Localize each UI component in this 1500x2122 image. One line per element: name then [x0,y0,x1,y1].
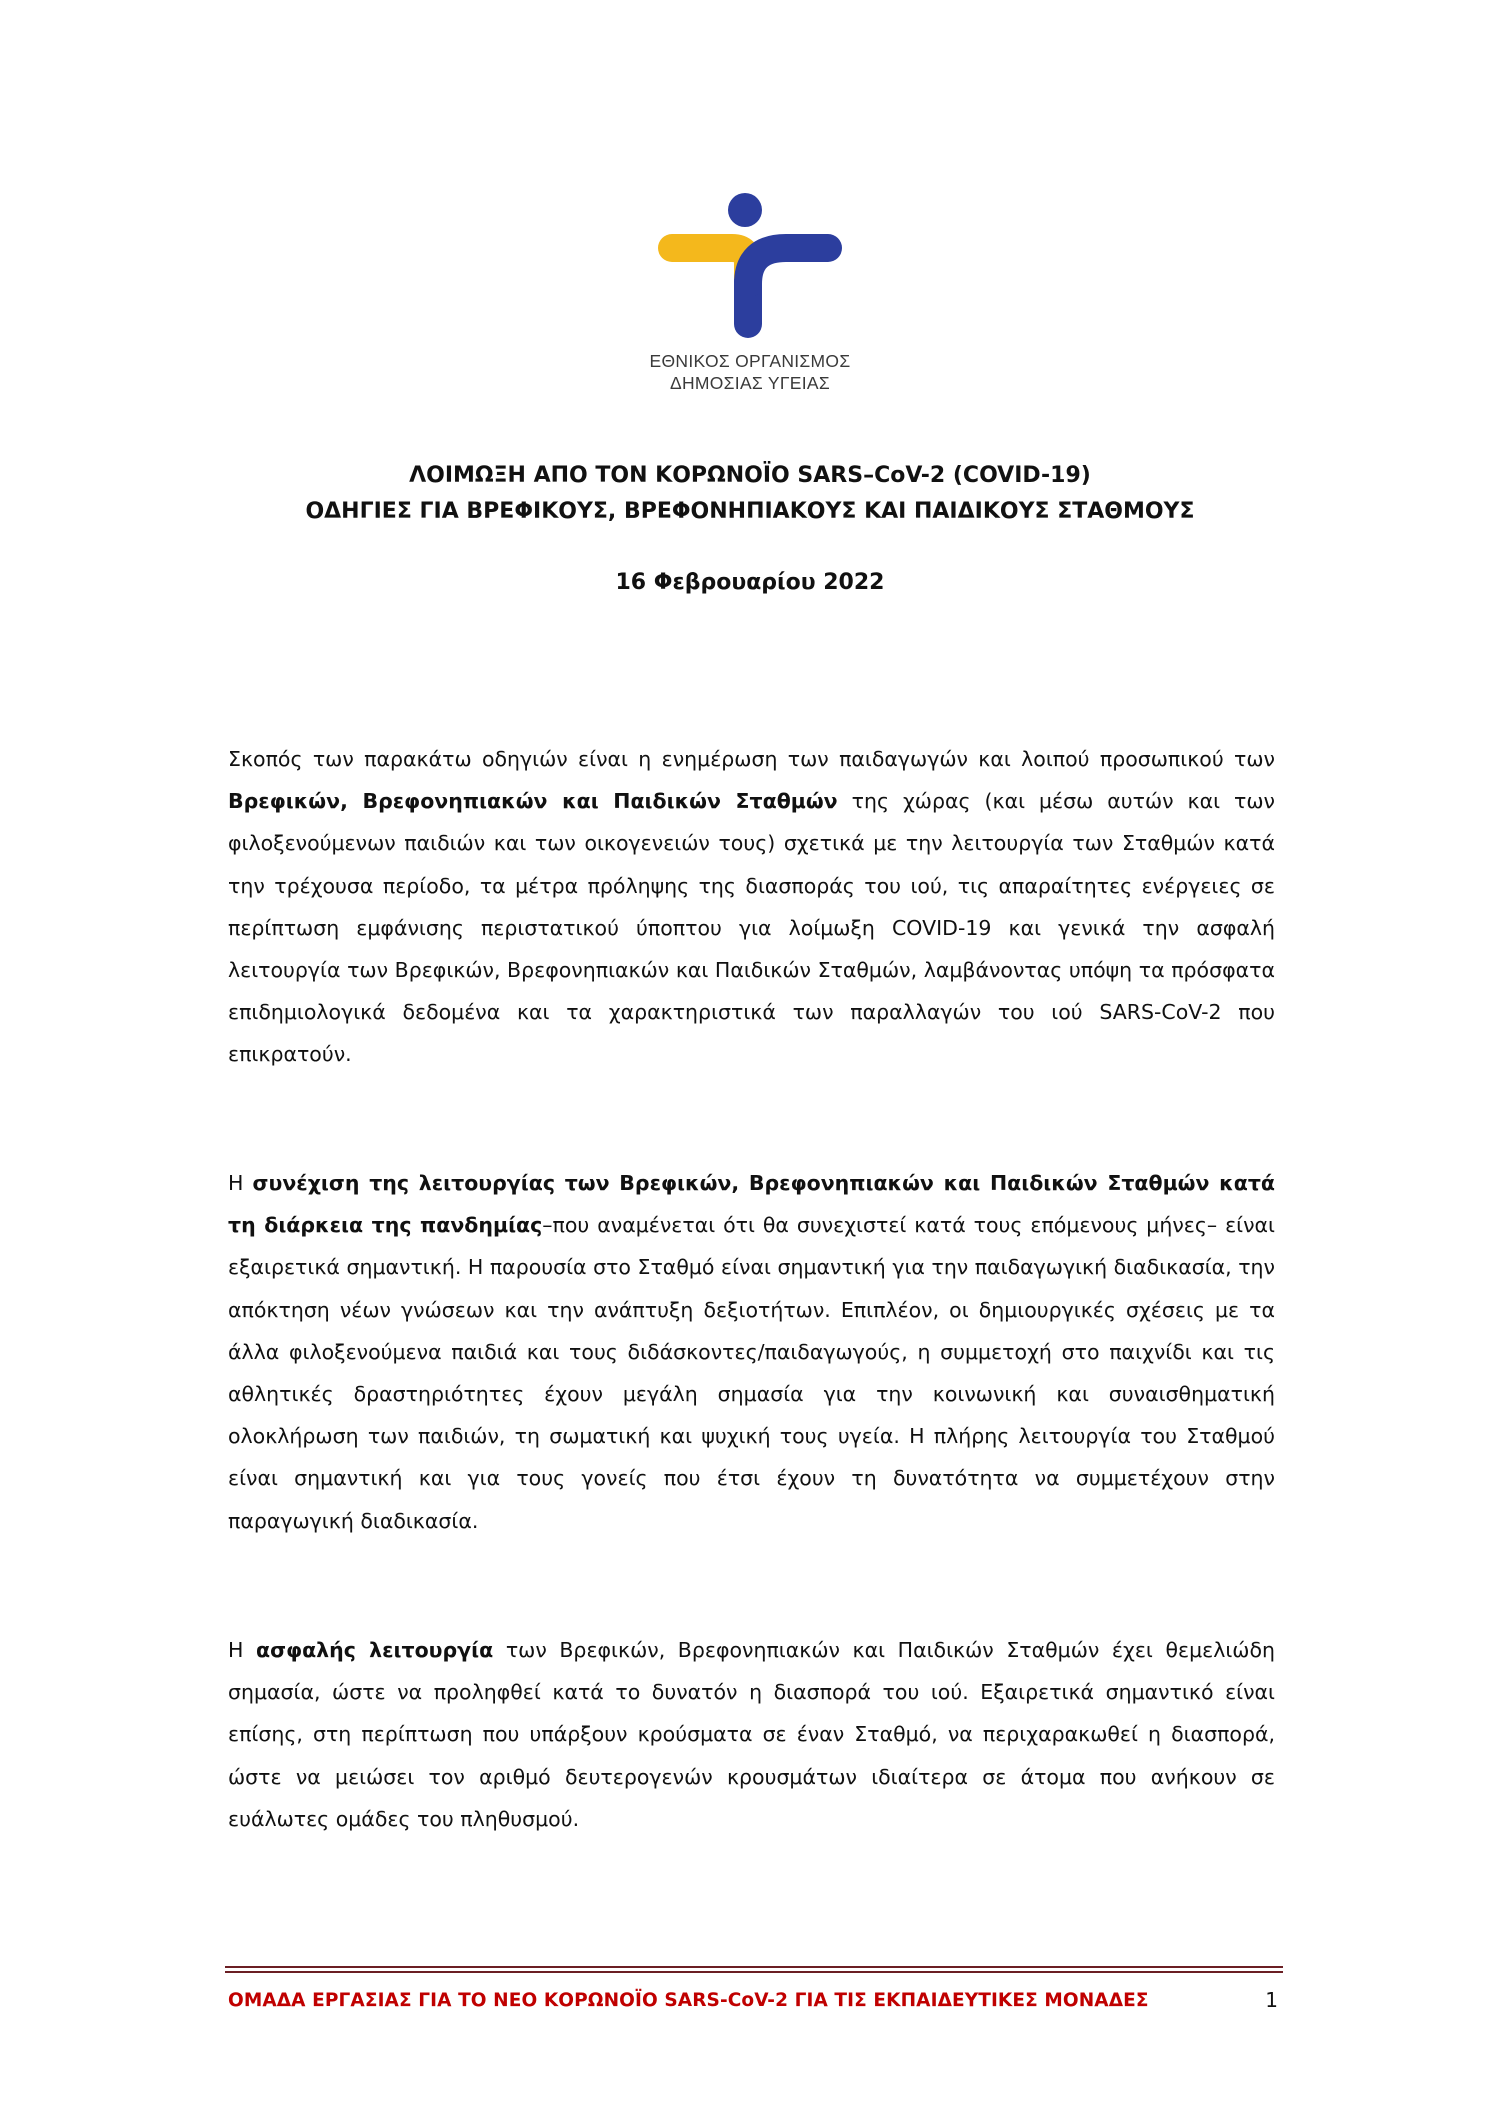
paragraph-bold-text: συνέχιση της λειτουργίας των Βρεφικών, Βρεφονηπιακών και Παιδικών Σταθμών κατά τη διάρκεια της πανδημίας [228,1171,1275,1238]
paragraph-purpose [228,738,1275,1076]
paragraph-text: των Βρεφικών, Βρεφονηπιακών και Παιδικών Σταθμών έχει θεμελιώδη σημασία, ώστε να προληφθεί κατά το δυνατόν η διασπορά του ιού. Εξαιρετικά σημαντικό είναι επίσης, στη περίπτωση που υπάρξουν κρούσματα σε έναν Σταθμό, να περιχαρακωθεί η διασπορά, ώστε να μειώσει τον αριθμό δευτερογενών κρουσμάτων ιδιαίτερα σε άτομα που ανήκουν σε ευάλωτες ομάδες του πληθυσμού. [228,1638,1275,1831]
page-number: 1 [1265,1988,1278,2012]
eody-logo-icon [650,190,850,345]
paragraph-safe-operation [228,1629,1275,1840]
org-name-line1: ΕΘΝΙΚΟΣ ΟΡΓΑΝΙΣΜΟΣ [649,351,851,371]
org-name [600,350,900,394]
paragraph-text: –που αναμένεται ότι θα συνεχιστεί κατά τους επόμενους μήνες– είναι εξαιρετικά σημαντική. Η παρουσία στο Σταθμό είναι σημαντική για την παιδαγωγική διαδικασία, την απόκτηση νέων γνώσεων και την ανάπτυξη δεξιοτήτων. Επιπλέον, οι δημιουργικές σχέσεις με τα άλλα φιλοξενούμενα παιδιά και τους διδάσκοντες/παιδαγωγούς, η συμμετοχή στο παιχνίδι και τις αθλητικές δραστηριότητες έχουν μεγάλη σημασία για την κοινωνική και συναισθηματική ολοκλήρωση των παιδιών, τη σωματική και ψυχική τους υγεία. Η πλήρης λειτουργία του Σταθμού είναι σημαντική και για τους γονείς που έτσι έχουν τη δυνατότητα να συμμετέχουν στην παραγωγική διαδικασία. [228,1213,1275,1533]
footer-rule-bottom [225,1971,1283,1973]
paragraph-text: Η [228,1638,257,1662]
paragraph-bold-text: ασφαλής λειτουργία [256,1638,494,1662]
document-date: 16 Φεβρουαρίου 2022 [615,570,885,595]
paragraph-bold-text: Βρεφικών, Βρεφονηπιακών και Παιδικών Σταθμών [228,789,838,814]
footer-text: ΟΜΑΔΑ ΕΡΓΑΣΙΑΣ ΓΙΑ ΤΟ ΝΕΟ ΚΟΡΩΝΟΪΟ SARS-CoV-2 ΓΙΑ ΤΙΣ ΕΚΠΑΙΔΕΥΤΙΚΕΣ ΜΟΝΑΔΕΣ [228,1990,1149,2011]
document-title-line2: ΟΔΗΓΙΕΣ ΓΙΑ ΒΡΕΦΙΚΟΥΣ, ΒΡΕΦΟΝΗΠΙΑΚΟΥΣ ΚΑΙ ΠΑΙΔΙΚΟΥΣ ΣΤΑΘΜΟΥΣ [305,499,1195,524]
paragraph-text: Η [228,1171,253,1195]
footer-rule-top [225,1966,1283,1968]
paragraph-text: Σκοπός των παρακάτω οδηγιών είναι η ενημέρωση των παιδαγωγών και λοιπού προσωπικού των [228,747,1275,771]
org-name-line2: ΔΗΜΟΣΙΑΣ ΥΓΕΙΑΣ [669,373,831,393]
document-title-line1: ΛΟΙΜΩΞΗ ΑΠΟ ΤΟΝ ΚΟΡΩΝΟΪΟ SARS–CoV-2 (COVID-19) [409,463,1091,488]
paragraph-text: της χώρας (και μέσω αυτών και των φιλοξενούμενων παιδιών και των οικογενειών τους) σχετικά με την λειτουργία των Σταθμών κατά την τρέχουσα περίοδο, τα μέτρα πρόληψης της διασποράς του ιού, τις απαραίτητες ενέργειες σε περίπτωση εμφάνισης περιστατικού ύποπτου για λοίμωξη COVID-19 και γενικά την ασφαλή λειτουργία των Βρεφικών, Βρεφονηπιακών και Παιδικών Σταθμών, λαμβάνοντας υπόψη τα πρόσφατα επιδημιολογικά δεδομένα και τα χαρακτηριστικά των παραλλαγών του ιού SARS-CoV-2 που επικρατούν. [228,789,1276,1067]
paragraph-continuation [228,1162,1275,1542]
